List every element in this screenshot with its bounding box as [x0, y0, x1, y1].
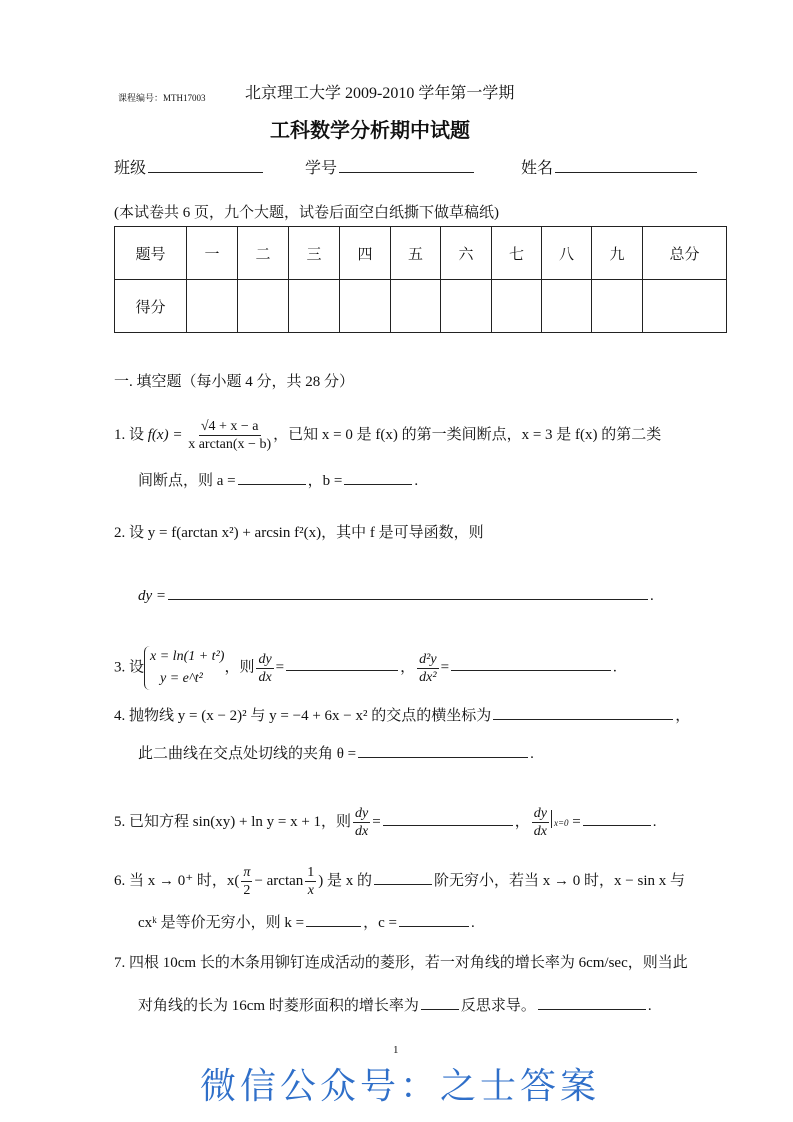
score-cell [289, 280, 340, 333]
denominator: 2 [243, 883, 251, 898]
text: ，c = [363, 915, 397, 931]
answer-blank [238, 470, 306, 485]
table-header: 总分 [643, 227, 727, 280]
problem-1 [114, 418, 661, 453]
table-header: 七 [492, 227, 542, 280]
text: 阶无穷小，若当 x → 0 时，x − sin x 与 [434, 872, 686, 889]
text: . [613, 659, 617, 676]
answer-blank [168, 585, 648, 600]
problem-2 [114, 523, 484, 543]
fraction [417, 651, 438, 686]
problem-7-line2 [138, 995, 652, 1016]
text: 设 y = f(arctan x²) + arcsin f²(x)，其中 f 是可导函数，则 [129, 525, 484, 541]
equation: x = ln(1 + t²) [150, 649, 225, 664]
id-field [305, 158, 476, 179]
equation-system [144, 646, 224, 690]
table-header: 四 [340, 227, 391, 280]
text: ， [400, 659, 416, 676]
text: 设 [129, 426, 145, 443]
denominator: dx² [419, 669, 437, 685]
text: ，则 [224, 659, 255, 676]
section-heading: 一. 填空题（每小题 4 分，共 28 分） [114, 374, 355, 390]
problem-number: 4. [114, 708, 126, 724]
text: cxᵏ 是等价无穷小，则 k = [138, 915, 305, 931]
text: . [647, 998, 652, 1014]
fraction [241, 864, 252, 899]
problem-number: 2. [114, 525, 126, 541]
text: 反思求导。 [460, 998, 536, 1014]
text: 间断点，则 a = [138, 473, 236, 489]
problem-number: 1. [114, 426, 126, 443]
fraction [353, 805, 370, 840]
fraction [256, 651, 273, 686]
problem-1-line2 [138, 470, 418, 491]
problem-4 [114, 705, 690, 726]
numerator: 1 [307, 865, 315, 880]
answer-blank [374, 870, 432, 885]
table-header: 二 [238, 227, 289, 280]
watermark: 微信公众号：之士答案 [200, 1066, 601, 1107]
id-blank [339, 158, 474, 173]
page-number: 1 [393, 1044, 399, 1056]
table-header: 八 [542, 227, 592, 280]
answer-blank [538, 995, 646, 1010]
text: 设 [129, 659, 145, 676]
subscript: x=0 [553, 817, 569, 828]
answer-blank [383, 811, 513, 826]
text: = [572, 813, 581, 830]
text: . [470, 915, 475, 931]
course-code: 课程编号：MTH17003 [118, 93, 206, 103]
denominator: dx [355, 824, 369, 839]
text: . [530, 746, 534, 762]
text: 抛物线 y = (x − 2)² 与 y = −4 + 6x − x² 的交点的横坐标为 [129, 708, 492, 724]
score-cell [542, 280, 592, 333]
text: = [275, 659, 285, 676]
numerator: d²y [419, 651, 437, 667]
answer-blank [306, 912, 361, 927]
name-label: 姓名 [521, 160, 554, 177]
text: 当 x → 0⁺ 时，x( [129, 872, 240, 889]
text: − arctan [254, 872, 304, 889]
class-blank [148, 158, 263, 173]
table-header: 三 [289, 227, 340, 280]
text: . [650, 588, 654, 604]
denominator: x arctan(x − b) [188, 437, 272, 452]
text: 四根 10cm 长的木条用铆钉连成活动的菱形，若一对角线的增长率为 6cm/sec，则当此 [129, 955, 688, 971]
answer-blank [451, 656, 611, 671]
score-cell [340, 280, 391, 333]
fraction [188, 418, 271, 453]
text: 对角线的长为 16cm 时菱形面积的增长率为 [138, 998, 419, 1014]
score-cell [441, 280, 492, 333]
score-cell [592, 280, 643, 333]
score-cell [643, 280, 727, 333]
text: = [440, 659, 450, 676]
score-table [114, 226, 727, 333]
page-title: 工科数学分析期中试题 [270, 118, 470, 142]
class-field [114, 158, 265, 179]
table-header: 题号 [115, 227, 187, 280]
problem-number: 7. [114, 955, 126, 971]
answer-blank [399, 912, 469, 927]
problem-6-line2 [138, 912, 475, 933]
problem-number: 6. [114, 872, 126, 889]
score-cell [391, 280, 441, 333]
problem-3 [114, 646, 617, 690]
exam-note: (本试卷共 6 页，九个大题，试卷后面空白纸撕下做草稿纸) [114, 205, 499, 221]
table-header: 一 [187, 227, 238, 280]
score-row-label: 得分 [115, 280, 187, 333]
answer-blank [344, 470, 412, 485]
table-row [115, 227, 727, 280]
table-header: 五 [391, 227, 441, 280]
text: 已知方程 sin(xy) + ln y = x + 1，则 [129, 813, 352, 830]
text: ) 是 x 的 [318, 872, 373, 889]
numerator: π [243, 865, 251, 880]
text: = [372, 813, 381, 830]
equation: y = e^t² [160, 671, 203, 686]
problem-2-answer [138, 585, 654, 606]
text: . [652, 813, 657, 830]
text: ，b = [307, 473, 343, 489]
text: 此二曲线在交点处切线的夹角 θ = [138, 746, 357, 762]
table-row [115, 280, 727, 333]
name-blank [555, 158, 697, 173]
problem-5 [114, 805, 657, 840]
text: ， [514, 813, 530, 830]
table-header: 九 [592, 227, 643, 280]
denominator: dx [533, 824, 547, 839]
score-cell [492, 280, 542, 333]
id-label: 学号 [305, 160, 338, 177]
denominator: x [307, 883, 314, 898]
answer-blank [493, 705, 673, 720]
numerator: dy [533, 806, 547, 821]
denominator: dx [258, 669, 272, 685]
table-header: 六 [441, 227, 492, 280]
problem-7 [114, 953, 688, 973]
text: ， [675, 708, 691, 724]
score-cell [187, 280, 238, 333]
name-field [521, 158, 699, 179]
numerator: dy [258, 651, 272, 667]
numerator: dy [355, 806, 369, 821]
problem-4-line2 [138, 743, 534, 764]
problem-number: 3. [114, 659, 126, 676]
fraction [305, 864, 316, 899]
math: dy = [138, 588, 167, 604]
problem-6 [114, 864, 685, 899]
school-term: 北京理工大学 2009-2010 学年第一学期 [245, 85, 515, 102]
answer-blank [583, 811, 651, 826]
score-cell [238, 280, 289, 333]
text: ，已知 x = 0 是 f(x) 的第一类间断点，x = 3 是 f(x) 的第二类 [273, 426, 662, 443]
numerator: √4 + x − a [200, 419, 259, 434]
answer-blank [421, 995, 459, 1010]
math: f(x) = [147, 426, 183, 443]
class-label: 班级 [114, 160, 147, 177]
text: . [414, 473, 419, 489]
problem-number: 5. [114, 813, 126, 830]
fraction [532, 805, 549, 840]
answer-blank [286, 656, 398, 671]
answer-blank [358, 743, 528, 758]
